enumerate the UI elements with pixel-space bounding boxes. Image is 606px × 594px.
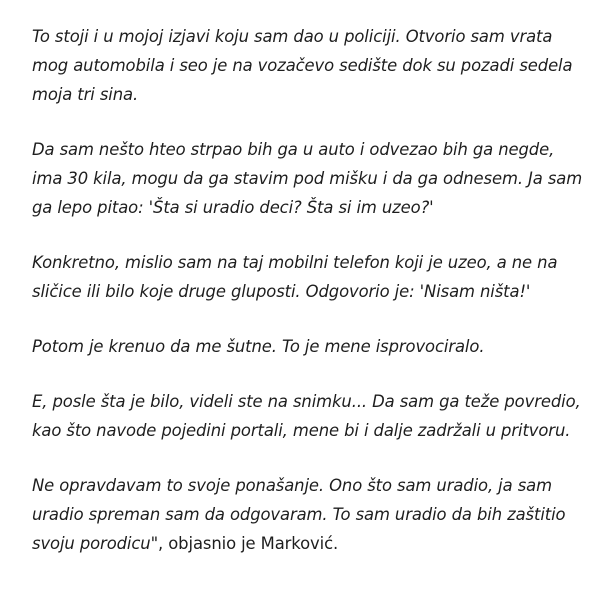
- quote-text: Potom je krenuo da me šutne. To je mene isprovociralo.: [32, 337, 485, 356]
- attribution-text: , objasnio je Marković.: [158, 534, 339, 553]
- quote-paragraph-2: [32, 135, 584, 222]
- quote-text: Ne opravdavam to svoje ponašanje. Ono što sam uradio, ja sam uradio spreman sam da odgovaram. To sam uradio da bih zaštitio svoju porodicu": [32, 476, 566, 553]
- quote-paragraph-6: [32, 471, 584, 558]
- article-body: [32, 22, 584, 558]
- quote-text: Da sam nešto hteo strpao bih ga u auto i odvezao bih ga negde, ima 30 kila, mogu da ga stavim pod mišku i da ga odnesem. Ja sam ga lepo pitao: 'Šta si uradio deci? Šta si im uzeo?': [32, 140, 583, 217]
- quote-text: To stoji i u mojoj izjavi koju sam dao u policiji. Otvorio sam vrata mog automobila i seo je na vozačevo sedište dok su pozadi sedela moja tri sina.: [32, 27, 573, 104]
- quote-paragraph-1: [32, 22, 584, 109]
- quote-text: Konkretno, mislio sam na taj mobilni telefon koji je uzeo, a ne na sličice ili bilo koje druge gluposti. Odgovorio je: 'Nisam ništa!': [32, 253, 558, 301]
- quote-paragraph-5: [32, 387, 584, 445]
- quote-paragraph-3: [32, 248, 584, 306]
- quote-paragraph-4: [32, 332, 584, 361]
- quote-text: E, posle šta je bilo, videli ste na snimku... Da sam ga teže povredio, kao što navode pojedini portali, mene bi i dalje zadržali u pritvoru.: [32, 392, 581, 440]
